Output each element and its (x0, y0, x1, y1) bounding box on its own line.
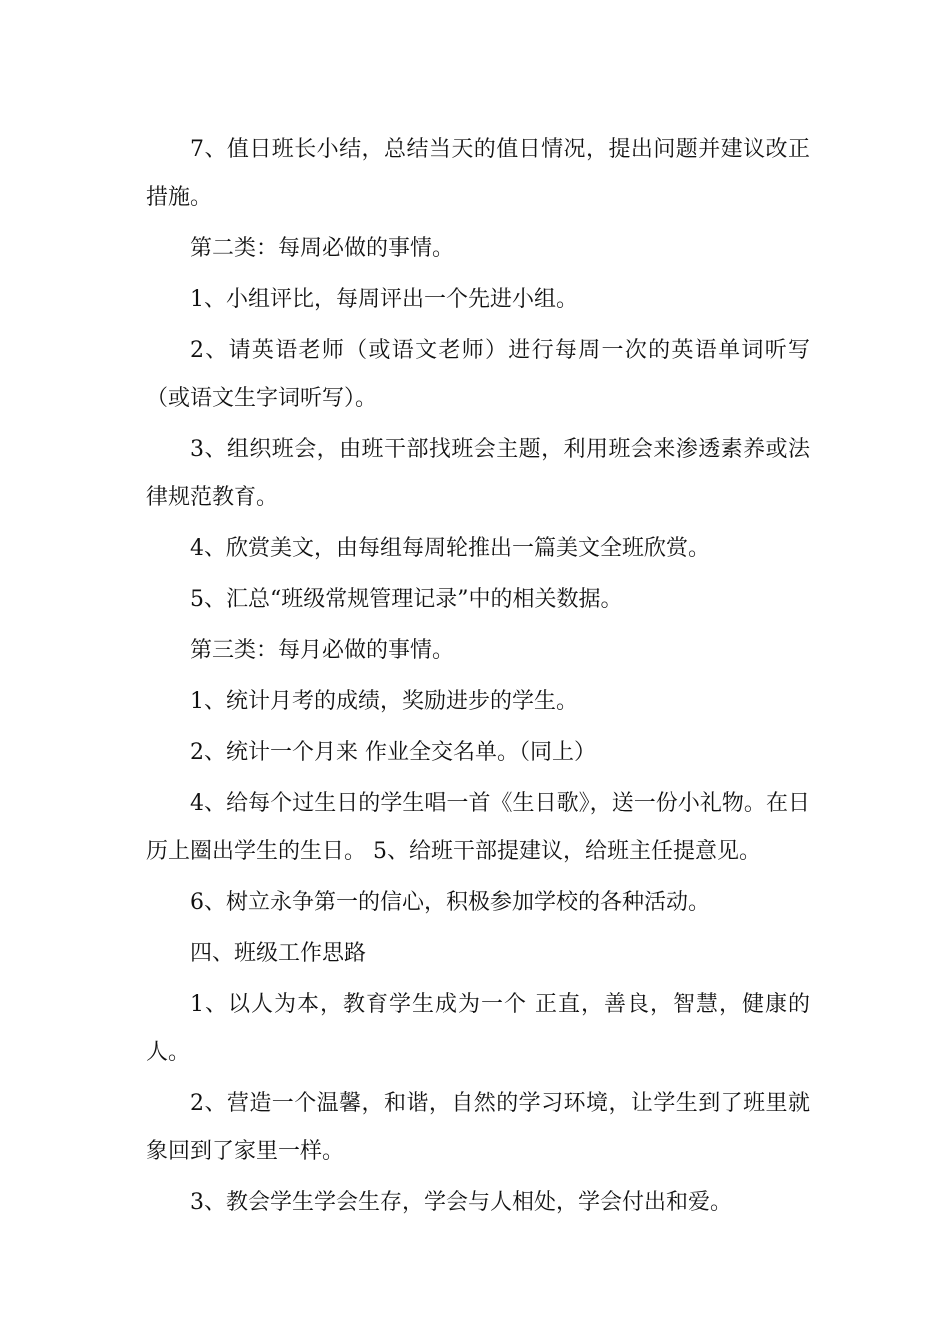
paragraph-homework-list: 2、统计一个月来 作业全交名单。（同上） (190, 740, 596, 765)
heading-work-ideas: 四、班级工作思路 (190, 941, 367, 966)
paragraph-exam-stats: 1、统计月考的成绩，奖励进步的学生。 (190, 689, 578, 714)
paragraph-records: 5、汇总“班级常规管理记录”中的相关数据。 (190, 587, 623, 612)
paragraph-people-first: 1、以人为本，教育学生成为一个 正直，善良，智慧，健康的人。 (146, 992, 810, 1065)
paragraph-life-skills: 3、教会学生学会生存，学会与人相处，学会付出和爱。 (190, 1190, 732, 1215)
paragraph-birthdays: 4、给每个过生日的学生唱一首《生日歌》，送一份小礼物。在日历上圈出学生的生日。 5、给班干部提建议，给班主任提意见。 (146, 791, 810, 864)
paragraph-environment: 2、营造一个温馨，和谐，自然的学习环境，让学生到了班里就象回到了家里一样。 (146, 1091, 810, 1164)
paragraph-duty-summary: 7、值日班长小结，总结当天的值日情况，提出问题并建议改正措施。 (146, 137, 810, 210)
heading-monthly-tasks: 第三类：每月必做的事情。 (190, 638, 455, 663)
paragraph-activities: 6、树立永争第一的信心，积极参加学校的各种活动。 (190, 890, 710, 915)
paragraph-class-meeting: 3、组织班会，由班干部找班会主题，利用班会来渗透素养或法律规范教育。 (146, 437, 810, 510)
paragraph-group-evaluation: 1、小组评比，每周评出一个先进小组。 (190, 287, 578, 312)
paragraph-dictation: 2、请英语老师（或语文老师）进行每周一次的英语单词听写（或语文生字词听写）。 (146, 338, 810, 411)
heading-weekly-tasks: 第二类：每周必做的事情。 (190, 236, 455, 261)
paragraph-reading: 4、欣赏美文，由每组每周轮推出一篇美文全班欣赏。 (190, 536, 710, 561)
